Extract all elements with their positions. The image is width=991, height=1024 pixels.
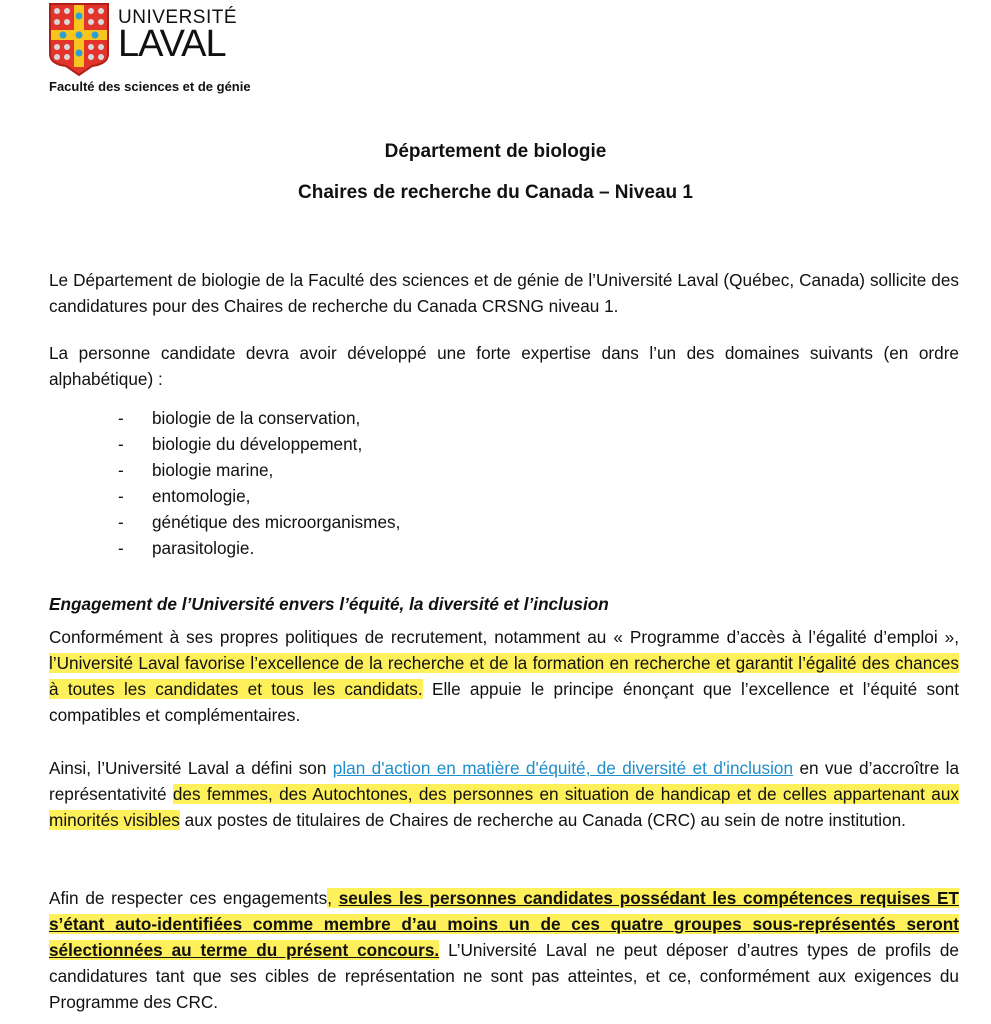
list-item: - biologie marine, xyxy=(112,457,400,483)
logo-wordmark xyxy=(118,8,237,63)
text-segment: en vue d’accroître la représentativité xyxy=(49,758,960,804)
logo-line-universite: UNIVERSITÉ xyxy=(118,7,238,28)
coat-of-arms-icon xyxy=(48,2,110,76)
logo-line-laval: LAVAL xyxy=(118,23,226,65)
edi-action-plan-link[interactable]: plan d'action en matière d'équité, de diversité et d'inclusion xyxy=(332,758,794,778)
faculty-name: Faculté des sciences et de génie xyxy=(49,79,251,94)
intro-paragraph: Le Département de biologie de la Faculté des sciences et de génie de l’Université Laval (Québec, Canada) sollicite des candidatures pour des Chaires de recherche du Canada CRSNG niveau 1. xyxy=(49,270,959,316)
list-item: - parasitologie. xyxy=(112,535,400,561)
highlighted-comma: , xyxy=(327,888,339,908)
text-segment: aux postes de titulaires de Chaires de recherche au Canada (CRC) au sein de notre institution. xyxy=(179,810,906,830)
text-segment: Conformément à ses propres politiques de recrutement, notamment au « Programme d’accès à l’égalité d’emploi », xyxy=(49,627,959,647)
list-item: - entomologie, xyxy=(112,483,400,509)
department-title: Département de biologie xyxy=(384,141,607,162)
list-item: - biologie du développement, xyxy=(112,431,400,457)
list-item: - génétique des microorganismes, xyxy=(112,509,400,535)
expertise-paragraph: La personne candidate devra avoir développé une forte expertise dans l’un des domaines suivants (en ordre alphabétique) : xyxy=(49,343,959,389)
equity-paragraph-2 xyxy=(49,755,959,833)
list-item: - biologie de la conservation, xyxy=(112,405,400,431)
text-segment: Afin de respecter ces engagements xyxy=(49,888,328,908)
equity-paragraph-3 xyxy=(49,885,959,1015)
text-segment: Ainsi, l’Université Laval a défini son xyxy=(49,758,333,778)
highlighted-text: l’Université Laval favorise l’excellence de la recherche et de la formation en recherche et garantit l’égalité des chances à toutes les candidates et tous les candidats. xyxy=(49,653,959,699)
domain-list xyxy=(112,405,400,561)
highlighted-text: des femmes, des Autochtones, des personnes en situation de handicap et de celles appartenant aux minorités visibles xyxy=(49,784,959,830)
highlighted-requirement: seules les personnes candidates possédant les compétences requises ET s’étant auto-identifiées comme membre d’au moins un de ces quatre groupes sous-représentés seront sélectionnées au terme du présent concours. xyxy=(49,888,959,960)
text-segment: Elle appuie le principe énonçant que l’excellence et l’équité sont compatibles et complémentaires. xyxy=(49,679,959,725)
equity-heading: Engagement de l’Université envers l’équité, la diversité et l’inclusion xyxy=(49,594,609,614)
position-title: Chaires de recherche du Canada – Niveau 1 xyxy=(298,182,693,203)
text-segment: L’Université Laval ne peut déposer d’autres types de profils de candidatures tant que ses cibles de représentation ne sont pas atteintes, et ce, conformément aux exigences du Programme des CRC. xyxy=(49,940,959,1012)
equity-paragraph-1 xyxy=(49,624,959,728)
universite-laval-logo xyxy=(48,2,237,76)
